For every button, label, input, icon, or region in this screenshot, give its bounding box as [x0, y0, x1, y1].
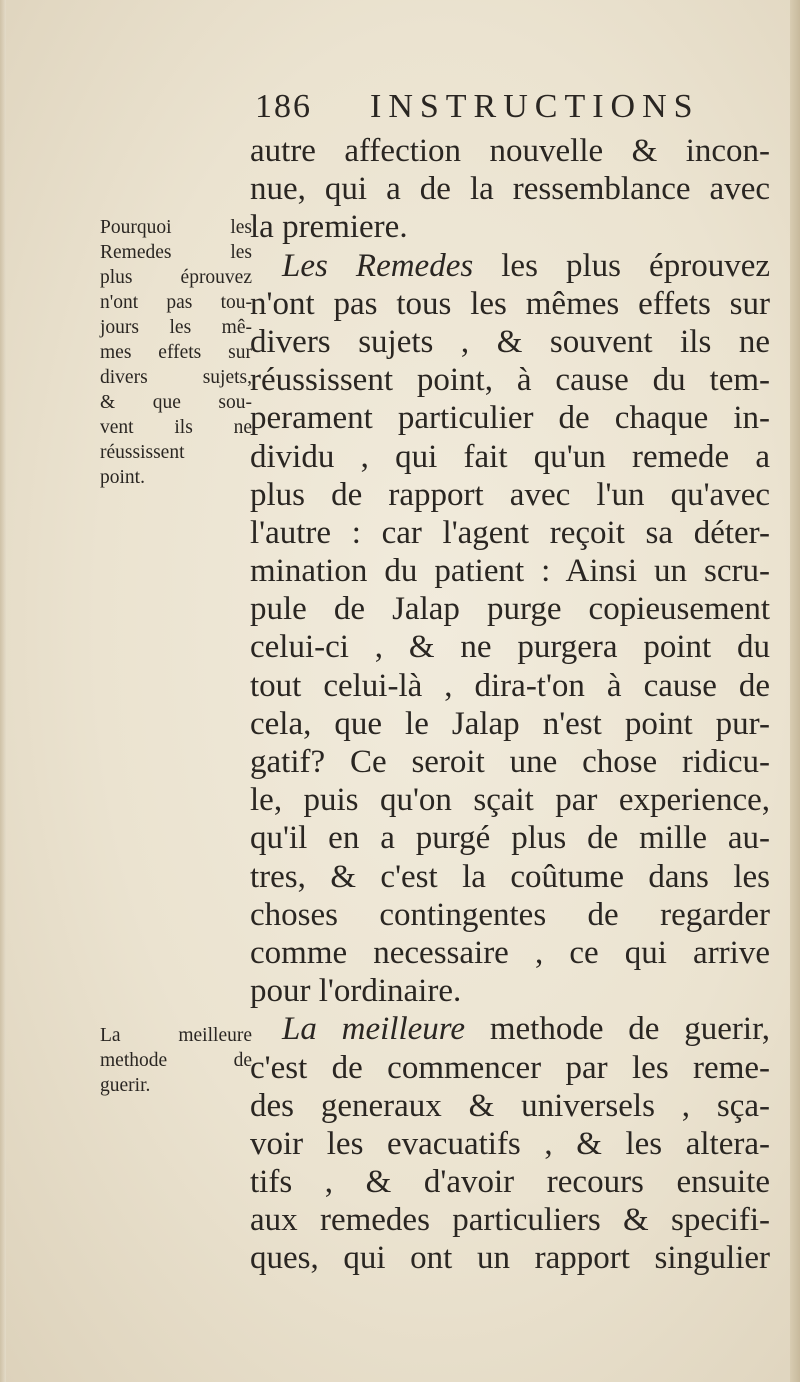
text-line: divers sujets , & souvent ils ne — [250, 323, 770, 360]
text-line: qu'il en a purgé plus de mille au- — [250, 820, 770, 857]
marginal-note-remedies — [100, 215, 252, 490]
text-line: n'ont pas tous les mêmes effets sur — [250, 285, 770, 322]
text-line: tout celui-là , dira-t'on à cause de — [250, 667, 770, 704]
running-header — [255, 88, 700, 126]
text-line: plus de rapport avec l'un qu'avec — [250, 476, 770, 513]
margin-line: guerir. — [100, 1075, 151, 1096]
text-line: des generaux & universels , sça- — [250, 1087, 770, 1124]
text-line: perament particulier de chaque in- — [250, 400, 770, 437]
margin-line: Remedes les — [100, 242, 252, 263]
margin-line: plus éprouvez — [100, 267, 252, 288]
page-edge-left — [0, 0, 6, 1382]
margin-line: Pourquoi les — [100, 217, 252, 238]
text-line: tifs , & d'avoir recours ensuite — [250, 1164, 770, 1201]
page-number: 186 — [255, 88, 312, 125]
text-line: celui-ci , & ne purgera point du — [250, 629, 770, 666]
page-edge-right — [790, 0, 800, 1382]
running-title: INSTRUCTIONS — [370, 88, 700, 125]
line-rest: methode de guerir, — [465, 1011, 770, 1048]
text-line: tres, & c'est la coûtume dans les — [250, 858, 770, 895]
margin-line: & que sou- — [100, 392, 252, 413]
text-line: gatif? Ce seroit une chose ridicu- — [250, 744, 770, 780]
italic-lead-phrase: La meilleure — [282, 1011, 466, 1048]
marginal-note-best-method — [100, 1023, 252, 1098]
text-line: choses contingentes de regarder — [250, 896, 770, 933]
text-line: c'est de commencer par les reme- — [250, 1049, 770, 1086]
text-line: dividu , qui fait qu'un remede a — [250, 438, 770, 475]
text-line: le, puis qu'on sçait par experience, — [250, 782, 770, 819]
text-line: autre affection nouvelle & incon- — [250, 133, 770, 169]
margin-line: point. — [100, 467, 145, 488]
text-line — [250, 1010, 770, 1048]
text-line: réussissent point, à cause du tem- — [250, 362, 770, 399]
text-line: pule de Jalap purge copieusement — [250, 591, 770, 628]
text-line: mination du patient : Ainsi un scru- — [250, 553, 770, 590]
margin-line: divers sujets, — [100, 367, 252, 388]
text-line: ques, qui ont un rapport singulier — [250, 1240, 770, 1277]
italic-lead-phrase: Les Remedes — [282, 247, 474, 284]
margin-line: La meilleure — [100, 1025, 252, 1046]
line-rest: les plus éprouvez — [473, 247, 770, 284]
margin-line: réussissent — [100, 442, 185, 463]
text-line: aux remedes particuliers & specifi- — [250, 1202, 770, 1239]
margin-line: vent ils ne — [100, 417, 252, 438]
margin-line: methode de — [100, 1050, 252, 1071]
text-line: nue, qui a de la ressemblance avec — [250, 171, 770, 208]
text-line — [250, 247, 770, 285]
text-line: pour l'ordinaire. — [250, 973, 462, 1010]
text-line: comme necessaire , ce qui arrive — [250, 934, 770, 971]
margin-line: n'ont pas tou- — [100, 292, 252, 313]
text-line: voir les evacuatifs , & les altera- — [250, 1125, 770, 1162]
text-line: la premiere. — [250, 209, 408, 246]
margin-line: jours les mê- — [100, 317, 252, 338]
margin-line: mes effets sur — [100, 342, 252, 363]
text-line: l'autre : car l'agent reçoit sa déter- — [250, 514, 770, 551]
body-text — [250, 132, 770, 1278]
text-line: cela, que le Jalap n'est point pur- — [250, 705, 770, 742]
